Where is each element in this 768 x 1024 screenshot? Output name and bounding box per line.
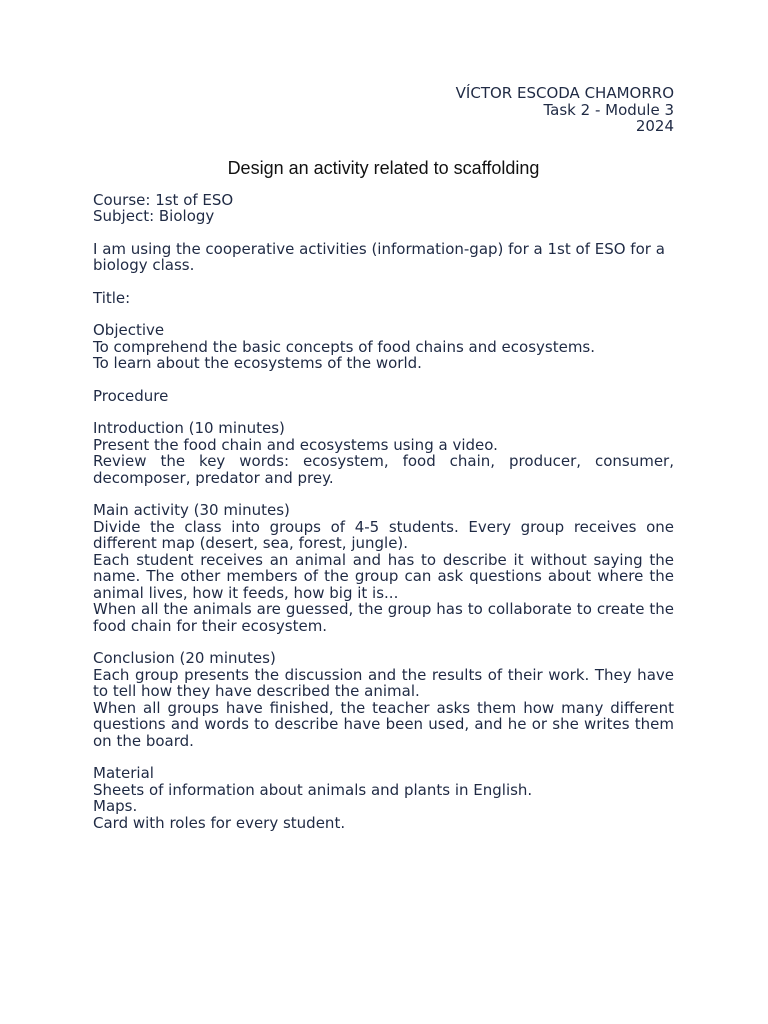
objective-item: To learn about the ecosystems of the world. bbox=[93, 354, 422, 372]
material-heading: Material bbox=[93, 764, 154, 782]
introduction-heading: Introduction (10 minutes) bbox=[93, 419, 285, 437]
document-title: Design an activity related to scaffolding bbox=[227, 157, 540, 178]
subject-line: Subject: Biology bbox=[93, 207, 215, 225]
main-activity-item: Divide the class into groups of 4-5 students. Every group receives one different map (desert, sea, forest, jungle). bbox=[93, 517, 674, 552]
conclusion-item: When all groups have finished, the teacher asks them how many different questions and words to describe have been used, and he or she writes them on the board. bbox=[93, 698, 674, 750]
introduction-item: Review the key words: ecosystem, food chain, producer, consumer, decomposer, predator and prey. bbox=[93, 452, 674, 487]
objective-item: To comprehend the basic concepts of food chains and ecosystems. bbox=[93, 337, 596, 356]
author-name: VÍCTOR ESCODA CHAMORRO bbox=[455, 84, 674, 102]
material-item: Maps. bbox=[93, 797, 138, 815]
objective-section bbox=[93, 322, 674, 372]
main-activity-heading: Main activity (30 minutes) bbox=[93, 501, 290, 519]
material-section bbox=[93, 765, 674, 831]
material-item: Sheets of information about animals and plants in English. bbox=[93, 780, 533, 799]
intro-paragraph: I am using the cooperative activities (information-gap) for a 1st of ESO for a biology class. bbox=[93, 239, 665, 274]
course-line: Course: 1st of ESO bbox=[93, 190, 234, 209]
main-activity-item: When all the animals are guessed, the group has to collaborate to create the food chain for their ecosystem. bbox=[93, 600, 674, 635]
title-label: Title: bbox=[93, 288, 131, 307]
conclusion-section bbox=[93, 650, 674, 749]
introduction-item: Present the food chain and ecosystems using a video. bbox=[93, 435, 498, 454]
conclusion-item: Each group presents the discussion and the results of their work. They have to tell how they have described the animal. bbox=[93, 665, 674, 700]
main-activity-item: Each student receives an animal and has to describe it without saying the name. The other members of the group can ask questions about where the animal lives, how it feeds, how big it is... bbox=[93, 550, 674, 602]
task-label: Task 2 - Module 3 bbox=[543, 100, 674, 119]
main-activity-section bbox=[93, 502, 674, 634]
material-item: Card with roles for every student. bbox=[93, 813, 346, 832]
course-info bbox=[93, 192, 674, 225]
procedure-heading: Procedure bbox=[93, 386, 169, 405]
conclusion-heading: Conclusion (20 minutes) bbox=[93, 649, 276, 667]
year-label: 2024 bbox=[635, 117, 674, 135]
objective-heading: Objective bbox=[93, 321, 165, 339]
author-header bbox=[93, 85, 674, 135]
introduction-section bbox=[93, 420, 674, 486]
